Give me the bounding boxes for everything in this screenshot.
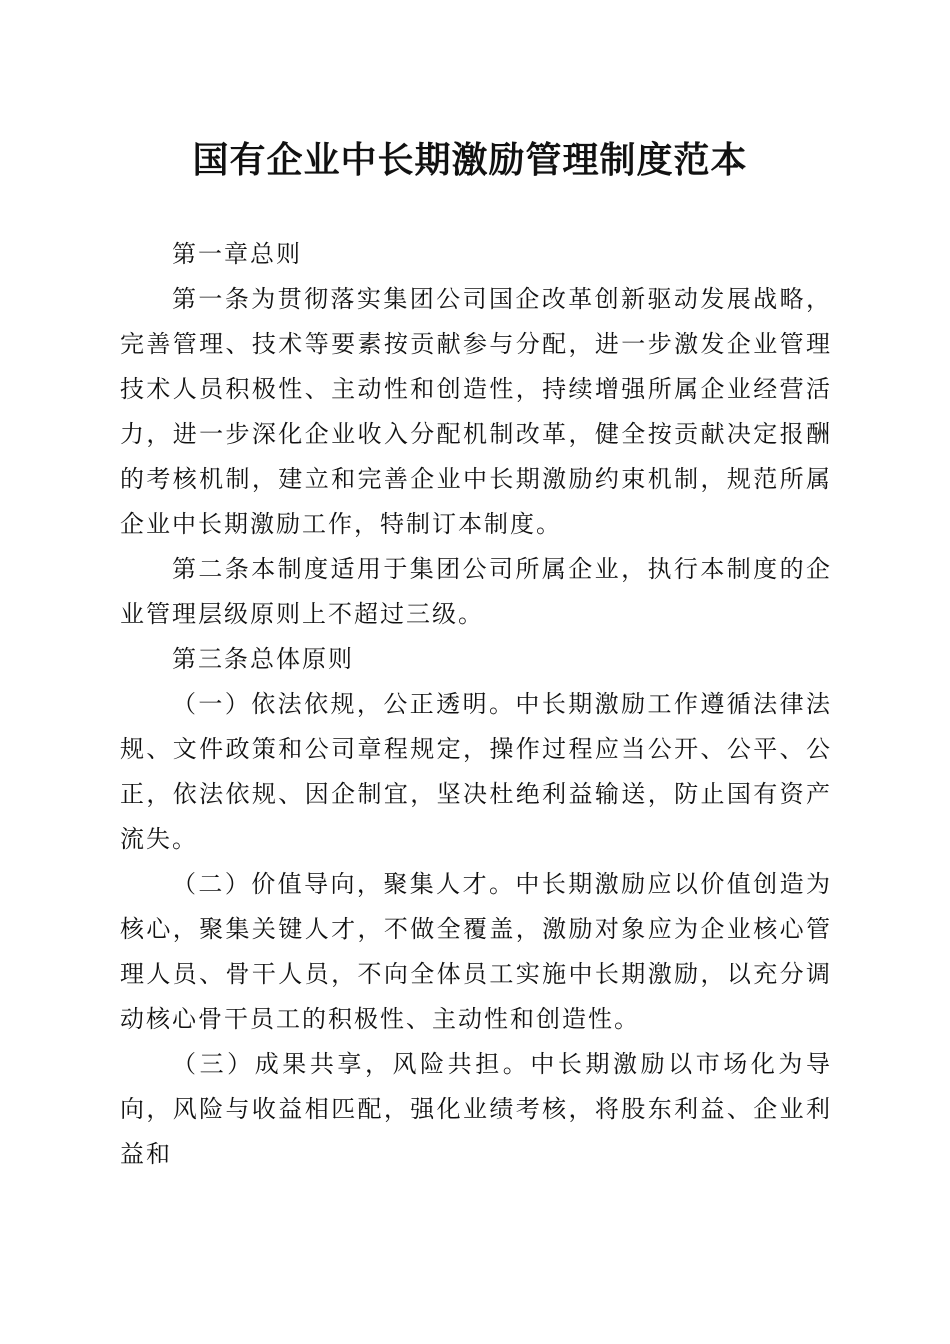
article-2: 第二条本制度适用于集团公司所属企业，执行本制度的企业管理层级原则上不超过三级。 — [120, 555, 832, 628]
principle-2: （二）价值导向，聚集人才。中长期激励应以价值创造为核心，聚集关键人才，不做全覆盖，激励对象应为企业核心管理人员、骨干人员，不向全体员工实施中长期激励，以充分调动核心骨干员工的积极性、主动性和创造性。 — [120, 870, 832, 1033]
document-body — [120, 232, 832, 1177]
chapter-heading: 第一章总则 — [172, 240, 302, 268]
article-3-heading: 第三条总体原则 — [172, 645, 354, 673]
principle-3: （三）成果共享，风险共担。中长期激励以市场化为导向，风险与收益相匹配，强化业绩考核，将股东利益、企业利益和 — [120, 1050, 832, 1168]
principle-1: （一）依法依规，公正透明。中长期激励工作遵循法律法规、文件政策和公司章程规定，操作过程应当公开、公平、公正，依法依规、因企制宜，坚决杜绝利益输送，防止国有资产流失。 — [120, 690, 832, 853]
document-title: 国有企业中长期激励管理制度范本 — [192, 139, 748, 181]
article-1: 第一条为贯彻落实集团公司国企改革创新驱动发展战略，完善管理、技术等要素按贡献参与分配，进一步激发企业管理技术人员积极性、主动性和创造性，持续增强所属企业经营活力，进一步深化企业收入分配机制改革，健全按贡献决定报酬的考核机制，建立和完善企业中长期激励约束机制，规范所属企业中长期激励工作，特制订本制度。 — [120, 285, 832, 538]
